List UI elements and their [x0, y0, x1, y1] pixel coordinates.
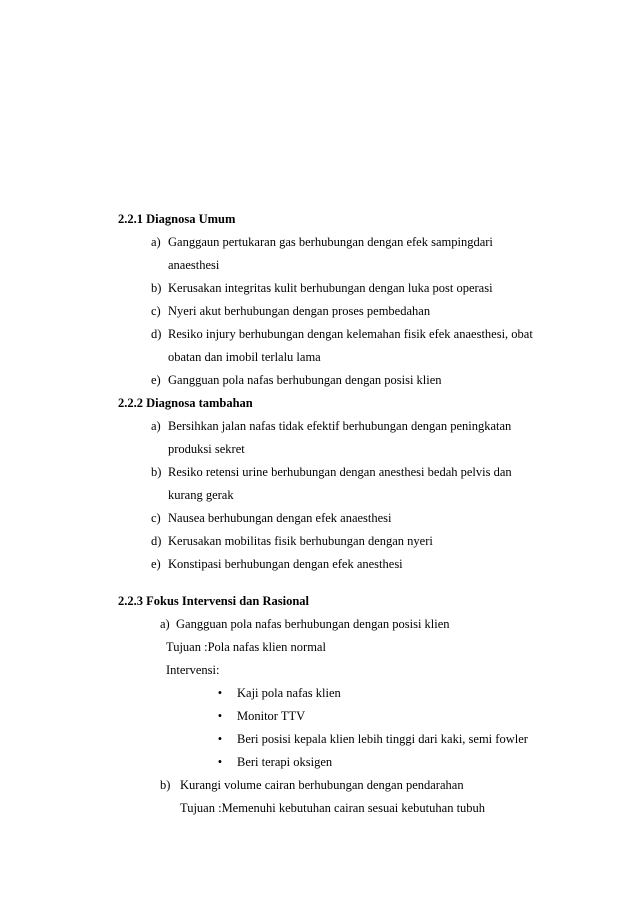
- bullet-icon: •: [217, 732, 223, 746]
- list-item: Kerusakan mobilitas fisik berhubungan dengan nyeri: [168, 534, 433, 548]
- section-heading-fokus-intervensi: 2.2.3 Fokus Intervensi dan Rasional: [118, 594, 310, 608]
- list-marker: c): [151, 511, 161, 525]
- list-item: Nyeri akut berhubungan dengan proses pembedahan: [168, 304, 431, 318]
- list-item: Resiko retensi urine berhubungan dengan anesthesi bedah pelvis dan: [168, 465, 512, 479]
- list-marker: e): [151, 373, 161, 387]
- list-item: Ganggaun pertukaran gas berhubungan dengan efek sampingdari: [168, 235, 493, 249]
- list-marker: b): [160, 778, 171, 792]
- bullet-icon: •: [217, 755, 223, 769]
- list-marker: d): [151, 327, 162, 341]
- list-item: Kerusakan integritas kulit berhubungan dengan luka post operasi: [168, 281, 493, 295]
- intervention-item: Beri terapi oksigen: [237, 755, 333, 769]
- list-item: Gangguan pola nafas berhubungan dengan posisi klien: [168, 373, 442, 387]
- bullet-icon: •: [217, 709, 223, 723]
- list-item-continuation: kurang gerak: [168, 488, 234, 502]
- intervention-item: Monitor TTV: [237, 709, 306, 723]
- list-marker: d): [151, 534, 162, 548]
- list-item: Kurangi volume cairan berhubungan dengan pendarahan: [180, 778, 464, 792]
- intervention-item: Kaji pola nafas klien: [237, 686, 341, 700]
- list-item-continuation: anaesthesi: [168, 258, 220, 272]
- list-item: Gangguan pola nafas berhubungan dengan posisi klien: [176, 617, 450, 631]
- list-item: Resiko injury berhubungan dengan kelemahan fisik efek anaesthesi, obat: [168, 327, 533, 341]
- list-marker: b): [151, 465, 162, 479]
- list-item-continuation: produksi sekret: [168, 442, 245, 456]
- list-marker: a): [151, 419, 161, 433]
- section-heading-diagnosa-tambahan: 2.2.2 Diagnosa tambahan: [118, 396, 253, 410]
- list-marker: a): [151, 235, 161, 249]
- section-heading-diagnosa-umum: 2.2.1 Diagnosa Umum: [118, 212, 236, 226]
- list-item: Konstipasi berhubungan dengan efek anesthesi: [168, 557, 403, 571]
- intervensi-label: Intervensi:: [166, 663, 220, 677]
- list-marker: a): [160, 617, 170, 631]
- list-marker: c): [151, 304, 161, 318]
- intervention-item: Beri posisi kepala klien lebih tinggi dari kaki, semi fowler: [237, 732, 528, 746]
- list-marker: b): [151, 281, 162, 295]
- bullet-icon: •: [217, 686, 223, 700]
- tujuan-text: Tujuan :Memenuhi kebutuhan cairan sesuai kebutuhan tubuh: [180, 801, 486, 815]
- list-item: Nausea berhubungan dengan efek anaesthesi: [168, 511, 392, 525]
- list-item-continuation: obatan dan imobil terlalu lama: [168, 350, 321, 364]
- list-item: Bersihkan jalan nafas tidak efektif berhubungan dengan peningkatan: [168, 419, 512, 433]
- tujuan-text: Tujuan :Pola nafas klien normal: [166, 640, 326, 654]
- list-marker: e): [151, 557, 161, 571]
